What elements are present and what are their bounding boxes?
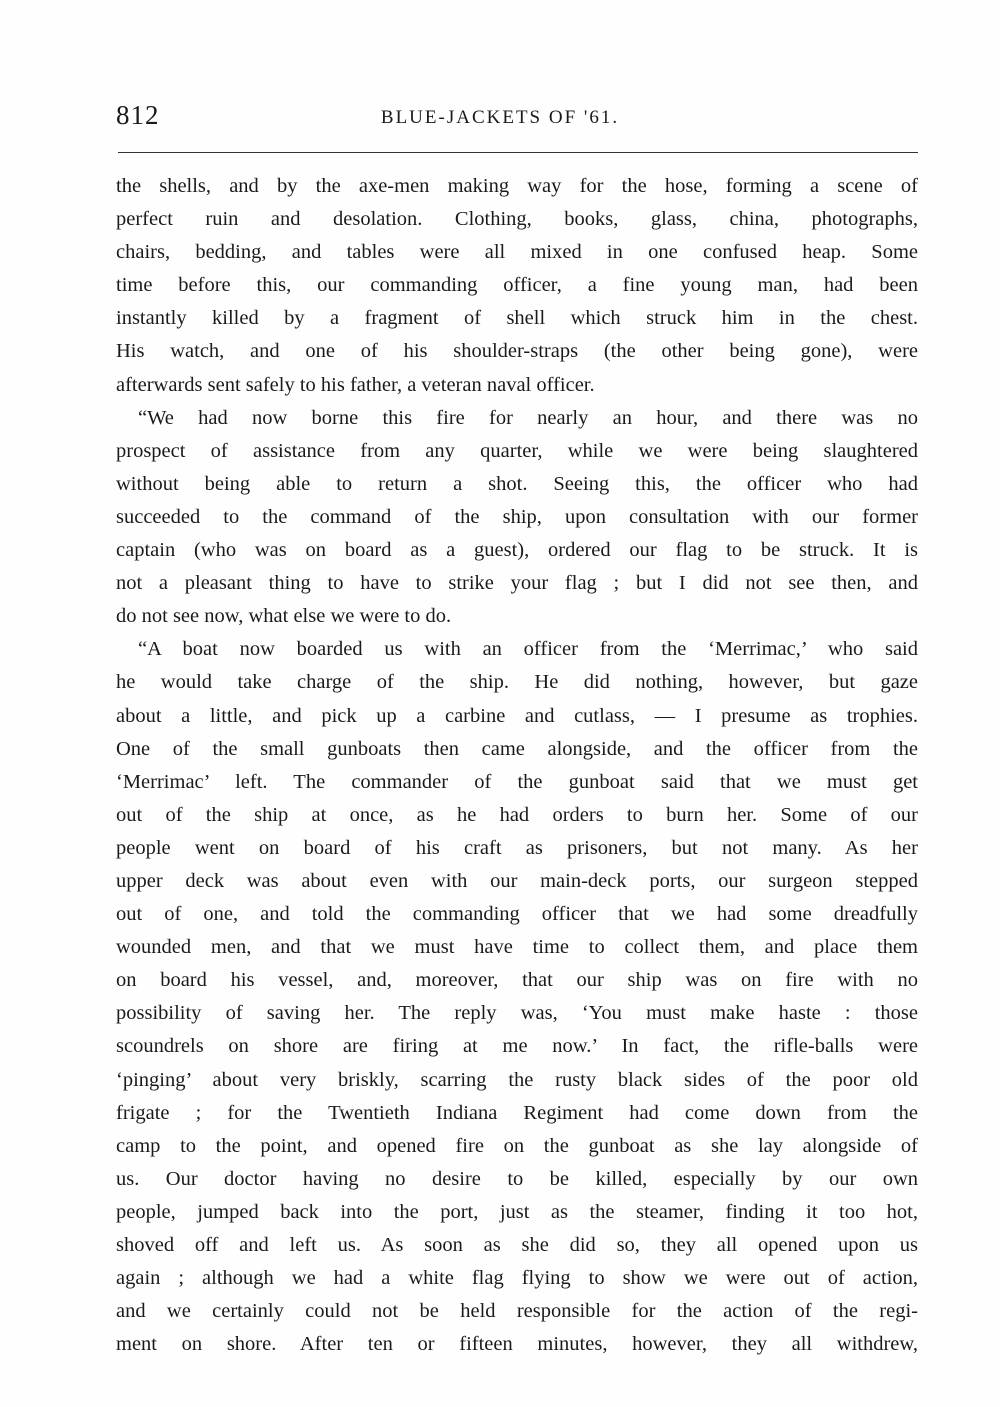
text-line: not a pleasant thing to have to strike your flag ; but I did not see then, and — [116, 572, 918, 595]
text-line: he would take charge of the ship. He did nothing, however, but gaze — [116, 671, 918, 694]
text-line: “A boat now boarded us with an officer from the ‘Merrimac,’ who said — [138, 638, 918, 661]
text-line: ‘pinging’ about very briskly, scarring the rusty black sides of the poor old — [116, 1068, 918, 1091]
text-line: prospect of assistance from any quarter, while we were being slaughtered — [116, 439, 918, 462]
text-line: instantly killed by a fragment of shell which struck him in the chest. — [116, 307, 918, 330]
text-line: about a little, and pick up a carbine and cutlass, — I presume as trophies. — [116, 704, 918, 727]
header-rule — [118, 152, 918, 153]
text-line: us. Our doctor having no desire to be killed, especially by our own — [116, 1167, 918, 1190]
running-head: BLUE-JACKETS OF '61. — [380, 107, 620, 128]
text-line: out of one, and told the commanding officer that we had some dreadfully — [116, 903, 918, 926]
text-line: ment on shore. After ten or fifteen minutes, however, they all withdrew, — [116, 1333, 918, 1356]
text-line: possibility of saving her. The reply was, ‘You must make haste : those — [116, 1002, 918, 1025]
text-line: afterwards sent safely to his father, a veteran naval officer. — [116, 373, 595, 396]
text-line: succeeded to the command of the ship, upon consultation with our former — [116, 505, 918, 528]
text-line: chairs, bedding, and tables were all mixed in one confused heap. Some — [116, 241, 918, 264]
text-line: shoved off and left us. As soon as she did so, they all opened upon us — [116, 1234, 918, 1256]
page-number: 812 — [116, 100, 160, 130]
text-line: again ; although we had a white flag flying to show we were out of action, — [116, 1267, 918, 1290]
text-line: camp to the point, and opened fire on the gunboat as she lay alongside of — [116, 1134, 918, 1157]
body-text — [116, 170, 918, 1361]
text-line: do not see now, what else we were to do. — [116, 605, 452, 628]
text-line: ‘Merrimac’ left. The commander of the gunboat said that we must get — [116, 770, 918, 793]
text-line: One of the small gunboats then came alongside, and the officer from the — [116, 737, 918, 760]
text-line: people, jumped back into the port, just as the steamer, finding it too hot, — [116, 1200, 918, 1223]
text-line: out of the ship at once, as he had orders to burn her. Some of our — [116, 803, 918, 826]
text-line: and we certainly could not be held responsible for the action of the regi- — [116, 1300, 918, 1323]
text-line: on board his vessel, and, moreover, that our ship was on fire with no — [116, 969, 918, 992]
text-line: captain (who was on board as a guest), ordered our flag to be struck. It is — [116, 539, 918, 562]
text-line: without being able to return a shot. Seeing this, the officer who had — [116, 472, 918, 495]
text-line: His watch, and one of his shoulder-straps (the other being gone), were — [116, 340, 918, 363]
text-line: wounded men, and that we must have time to collect them, and place them — [116, 936, 918, 959]
text-line: the shells, and by the axe-men making way for the hose, forming a scene of — [116, 175, 918, 197]
text-line: perfect ruin and desolation. Clothing, books, glass, china, photographs, — [116, 208, 918, 231]
text-line: “We had now borne this fire for nearly an hour, and there was no — [138, 406, 918, 429]
text-line: time before this, our commanding officer, a fine young man, had been — [116, 274, 918, 297]
text-line: frigate ; for the Twentieth Indiana Regiment had come down from the — [116, 1101, 918, 1124]
text-line: scoundrels on shore are firing at me now.’ In fact, the rifle-balls were — [116, 1035, 918, 1058]
text-line: people went on board of his craft as prisoners, but not many. As her — [116, 836, 918, 859]
text-line: upper deck was about even with our main-deck ports, our surgeon stepped — [116, 869, 918, 892]
